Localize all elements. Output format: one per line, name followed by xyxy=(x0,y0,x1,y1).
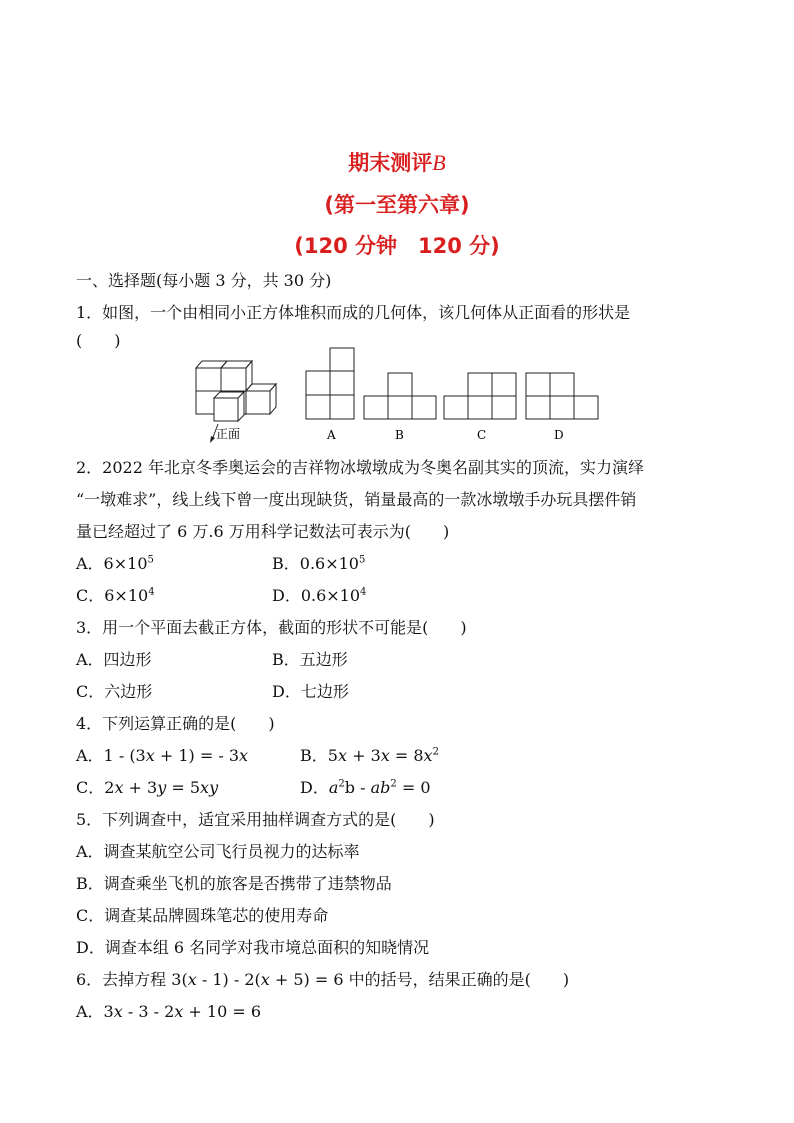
q1-stem-line2: ( ) xyxy=(76,331,121,350)
q3-option-d: D．七边形 xyxy=(272,682,349,701)
q2-option-b: B．$0.6\times 10^5$ xyxy=(272,554,366,573)
q2-stem-line2: “一墩难求”，线上线下曾一度出现缺货，销量最高的一款冰墩墩手办玩具摆件销 xyxy=(76,490,637,509)
q3-option-b: B．五边形 xyxy=(272,650,348,669)
q3-row-cd xyxy=(76,679,476,702)
title-letter: B xyxy=(432,150,446,175)
q2-stem-line3: 量已经超过了 6 万.6 万用科学记数法可表示为( ) xyxy=(76,522,450,541)
q4-option-b: B．$5x + 3x = 8x^2$ xyxy=(300,746,439,765)
q1-figure xyxy=(190,346,610,446)
q2-option-d: D．$0.6\times 10^4$ xyxy=(272,586,367,605)
page-title xyxy=(0,147,794,177)
label-d: D xyxy=(554,428,564,442)
title-main: 期末测评 xyxy=(348,151,433,175)
solid-figure xyxy=(196,361,276,421)
q5-option-d: D．调查本组 6 名同学对我市境总面积的知晓情况 xyxy=(76,938,430,957)
option-d-figure xyxy=(526,373,598,419)
q4-stem: 4．下列运算正确的是( ) xyxy=(76,714,275,733)
q3-row-ab xyxy=(76,647,476,670)
label-b: B xyxy=(395,428,404,442)
page-subtitle: (第一至第六章) xyxy=(324,193,470,217)
section-heading: 一、选择题(每小题 3 分，共 30 分) xyxy=(76,271,332,290)
q2-row-cd xyxy=(76,583,476,606)
label-c: C xyxy=(477,428,487,442)
label-a: A xyxy=(327,428,336,442)
arrow-head-icon xyxy=(210,436,215,443)
q2-option-c: C．$6\times 10^4$ xyxy=(76,586,155,605)
q3-stem: 3．用一个平面去截正方体，截面的形状不可能是( ) xyxy=(76,618,467,637)
q2-stem-line1: 2．2022 年北京冬季奥运会的吉祥物冰墩墩成为冬奥名副其实的顶流，实力演绎 xyxy=(76,458,644,477)
q5-option-b: B．调查乘坐飞机的旅客是否携带了违禁物品 xyxy=(76,874,392,893)
q3-option-c: C．六边形 xyxy=(76,682,153,701)
q2-row-ab xyxy=(76,551,476,574)
q1-stem-line1: 1．如图，一个由相同小正方体堆积而成的几何体，该几何体从正面看的形状是 xyxy=(76,303,631,322)
option-b-figure xyxy=(364,373,436,419)
q4-option-c: C．2x + 3y = 5xy xyxy=(76,778,219,797)
q4-option-d: D．$a^2b - ab^2 = 0$ xyxy=(300,778,431,797)
q4-row-cd xyxy=(76,775,496,798)
q5-option-a: A．调查某航空公司飞行员视力的达标率 xyxy=(76,842,360,861)
time-score: (120 分钟 120 分) xyxy=(294,234,500,258)
q5-option-c: C．调查某品牌圆珠笔芯的使用寿命 xyxy=(76,906,329,925)
q6-option-a: A．3x - 3 - 2x + 10 = 6 xyxy=(76,1002,262,1021)
option-a-figure xyxy=(306,348,354,419)
q4-row-ab xyxy=(76,743,496,766)
front-label: 正面 xyxy=(216,427,241,441)
q3-option-a: A．四边形 xyxy=(76,650,152,669)
q2-option-a: A．$6\times 10^5$ xyxy=(76,554,154,573)
q5-stem: 5．下列调查中，适宜采用抽样调查方式的是( ) xyxy=(76,810,435,829)
q6-stem: 6．去掉方程 3(x - 1) - 2(x + 5) = 6 中的括号，结果正确的是( ) xyxy=(76,970,570,989)
option-c-figure xyxy=(444,373,516,419)
q4-option-a: A．1 - (3x + 1) = - 3x xyxy=(76,746,249,765)
